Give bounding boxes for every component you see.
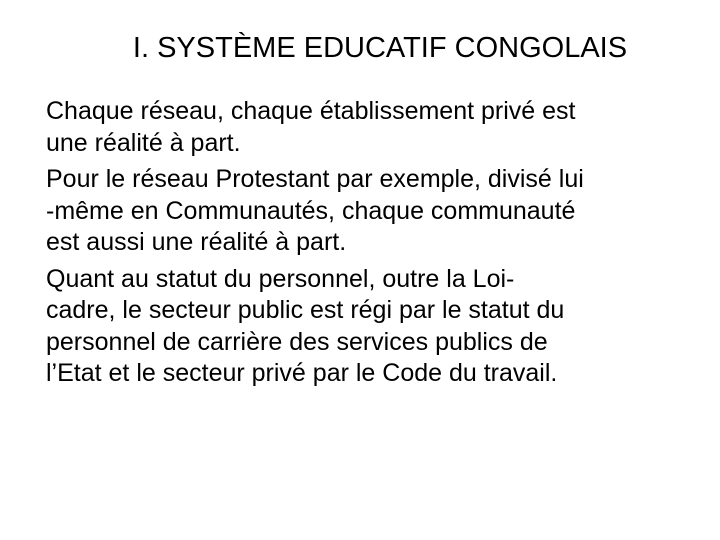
text-line: -même en Communautés, chaque communauté: [46, 196, 576, 225]
text-line: Quant au statut du personnel, outre la Loi-: [46, 264, 515, 293]
text-line: cadre, le secteur public est régi par le statut du: [46, 296, 565, 324]
paragraph-protestant: [46, 164, 686, 259]
slide-title: I. SYSTÈME EDUCATIF CONGOLAIS: [132, 32, 628, 64]
text-line: l’Etat et le secteur privé par le Code du travail.: [46, 359, 558, 387]
text-line: personnel de carrière des services publics de: [46, 327, 548, 356]
paragraph-reseau: [46, 96, 686, 159]
text-line: Pour le réseau Protestant par exemple, divisé lui: [46, 165, 584, 193]
text-line: Chaque réseau, chaque établissement privé est: [46, 97, 576, 125]
text-line: est aussi une réalité à part.: [46, 228, 347, 256]
text-line: une réalité à part.: [46, 128, 241, 157]
slide-body: [46, 96, 686, 395]
paragraph-statut: [46, 264, 686, 390]
